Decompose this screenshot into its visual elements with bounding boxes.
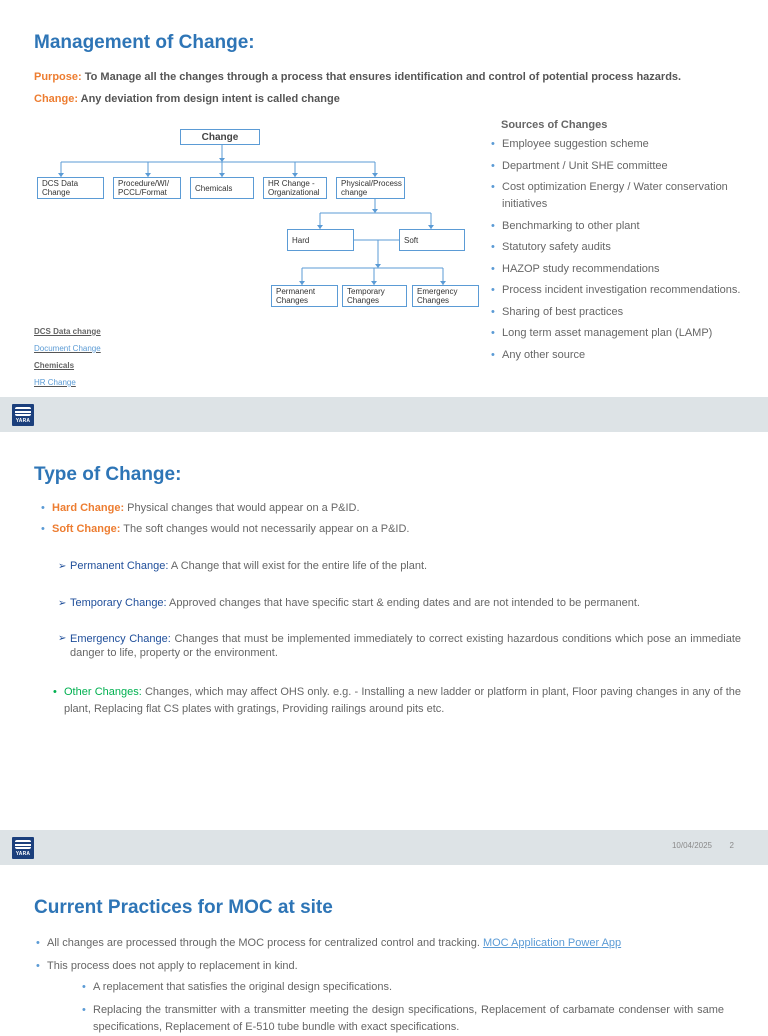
- sources-of-changes: [491, 119, 761, 368]
- diagram-temporary-changes: Temporary Changes: [342, 285, 407, 307]
- list-item: • Employee suggestion scheme: [491, 136, 761, 153]
- page-number: 2: [729, 841, 734, 850]
- temporary-change-text: Approved changes that have specific start & ending dates and are not intended to be permanent.: [166, 597, 640, 609]
- diagram-physical-process-change: Physical/Process change: [336, 177, 405, 199]
- diagram-hard: Hard: [287, 229, 354, 251]
- bullet-icon: •: [41, 502, 45, 514]
- slide-2: [0, 432, 768, 830]
- temporary-change-label: Temporary Change:: [70, 597, 167, 609]
- hard-change-bullet: [41, 500, 752, 517]
- bullet-icon: •: [41, 523, 45, 535]
- replacement-bullet: [36, 958, 747, 975]
- logo-text: YARA: [15, 851, 31, 857]
- diagram-dcs-data-change: DCS Data Change: [37, 177, 104, 199]
- permanent-change-text: A Change that will exist for the entire life of the plant.: [168, 560, 428, 572]
- diagram-root-change: Change: [180, 129, 260, 145]
- sources-title: Sources of Changes: [501, 119, 608, 131]
- diagram-hr-change: HR Change - Organizational: [263, 177, 327, 199]
- diagram-soft: Soft: [399, 229, 465, 251]
- slide-title: Type of Change:: [34, 464, 182, 485]
- emergency-change-label: Emergency Change:: [70, 633, 171, 645]
- slide-title: Management of Change:: [34, 32, 255, 53]
- list-item: • Statutory safety audits: [491, 239, 761, 256]
- arrow-right-icon: ➢: [58, 598, 67, 609]
- replacement-text: This process does not apply to replacement in kind.: [47, 960, 298, 972]
- bullet-icon: •: [36, 960, 40, 972]
- temporary-change-item: [58, 595, 741, 612]
- bullet-icon: •: [82, 1004, 86, 1016]
- list-item: • Cost optimization Energy / Water conservation initiatives: [491, 179, 761, 213]
- slide-3: [0, 865, 768, 1033]
- change-text: Any deviation from design intent is called change: [78, 93, 340, 105]
- list-item: • Sharing of best practices: [491, 304, 761, 321]
- other-changes-bullet: [53, 684, 741, 718]
- emergency-change-text: Changes that must be implemented immediately to correct existing hazardous conditions which pose an immediate danger to life, property or the environment.: [70, 633, 742, 659]
- permanent-change-label: Permanent Change:: [70, 560, 169, 572]
- yara-logo: [12, 837, 34, 859]
- list-item: • Process incident investigation recommendations.: [491, 282, 761, 299]
- diagram-permanent-changes: Permanent Changes: [271, 285, 338, 307]
- moc-power-app-link[interactable]: MOC Application Power App: [482, 937, 622, 949]
- hard-change-text: Physical changes that would appear on a P&ID.: [124, 502, 360, 514]
- diagram-emergency-changes: Emergency Changes: [412, 285, 479, 307]
- soft-change-bullet: [41, 521, 752, 538]
- ship-icon: [15, 407, 31, 416]
- change-type-links: [34, 327, 101, 395]
- link-hr-change[interactable]: HR Change: [34, 378, 76, 387]
- bullet-icon: •: [53, 686, 57, 698]
- arrow-right-icon: ➢: [58, 561, 67, 572]
- diagram-procedure-change: Procedure/WI/ PCCL/Format: [113, 177, 181, 199]
- list-item: • Any other source: [491, 347, 761, 364]
- sub-bullet-text: A replacement that satisfies the original design specifications.: [93, 981, 392, 993]
- list-item: • Long term asset management plan (LAMP): [491, 325, 761, 342]
- slide-2-footer: [0, 830, 768, 865]
- footer-date: 10/04/2025: [671, 841, 712, 850]
- change-label: Change:: [34, 93, 78, 105]
- slide-1: [0, 0, 768, 432]
- sources-list: [491, 136, 761, 364]
- slide-1-footer: [0, 397, 768, 432]
- diagram-chemicals: Chemicals: [190, 177, 254, 199]
- slide-title: Current Practices for MOC at site: [34, 897, 333, 918]
- sub-bullet-text: Replacing the transmitter with a transmitter meeting the design specifications, Replacement of carbamate condenser with same specifications, Replacement of E-510 tube bundle with exact specifications.: [93, 1004, 724, 1033]
- ship-icon: [15, 840, 31, 849]
- bullet-icon: •: [82, 981, 86, 993]
- other-changes-label: Other Changes:: [64, 686, 142, 698]
- purpose-label: Purpose:: [34, 71, 82, 83]
- emergency-change-item: [58, 632, 742, 660]
- permanent-change-item: [58, 558, 741, 575]
- bullet-icon: •: [36, 937, 40, 949]
- link-chemicals[interactable]: Chemicals: [34, 361, 75, 370]
- sub-bullet-2: [82, 1002, 724, 1036]
- sub-bullet-1: [82, 979, 733, 996]
- link-document-change[interactable]: Document Change: [34, 344, 101, 353]
- logo-text: YARA: [15, 418, 31, 424]
- link-dcs-data-change[interactable]: DCS Data change: [34, 327, 101, 336]
- hard-change-label: Hard Change:: [52, 502, 125, 514]
- soft-change-text: The soft changes would not necessarily appear on a P&ID.: [120, 523, 410, 535]
- list-item: • Department / Unit SHE committee: [491, 158, 761, 175]
- list-item: • HAZOP study recommendations: [491, 261, 761, 278]
- soft-change-label: Soft Change:: [52, 523, 121, 535]
- arrow-right-icon: ➢: [58, 633, 67, 644]
- list-item: • Benchmarking to other plant: [491, 218, 761, 235]
- moc-process-text: All changes are processed through the MOC process for centralized control and tracking.: [47, 937, 483, 949]
- yara-logo: [12, 404, 34, 426]
- other-changes-text: Changes, which may affect OHS only. e.g. - Installing a new ladder or platform in plant, Floor paving changes in any of the plant, Replacing flat CS plates with gratings, Providing railings around pits etc.: [64, 686, 741, 715]
- purpose-text: To Manage all the changes through a process that ensures identification and control of potential process hazards.: [81, 71, 682, 83]
- moc-process-bullet: [36, 935, 747, 952]
